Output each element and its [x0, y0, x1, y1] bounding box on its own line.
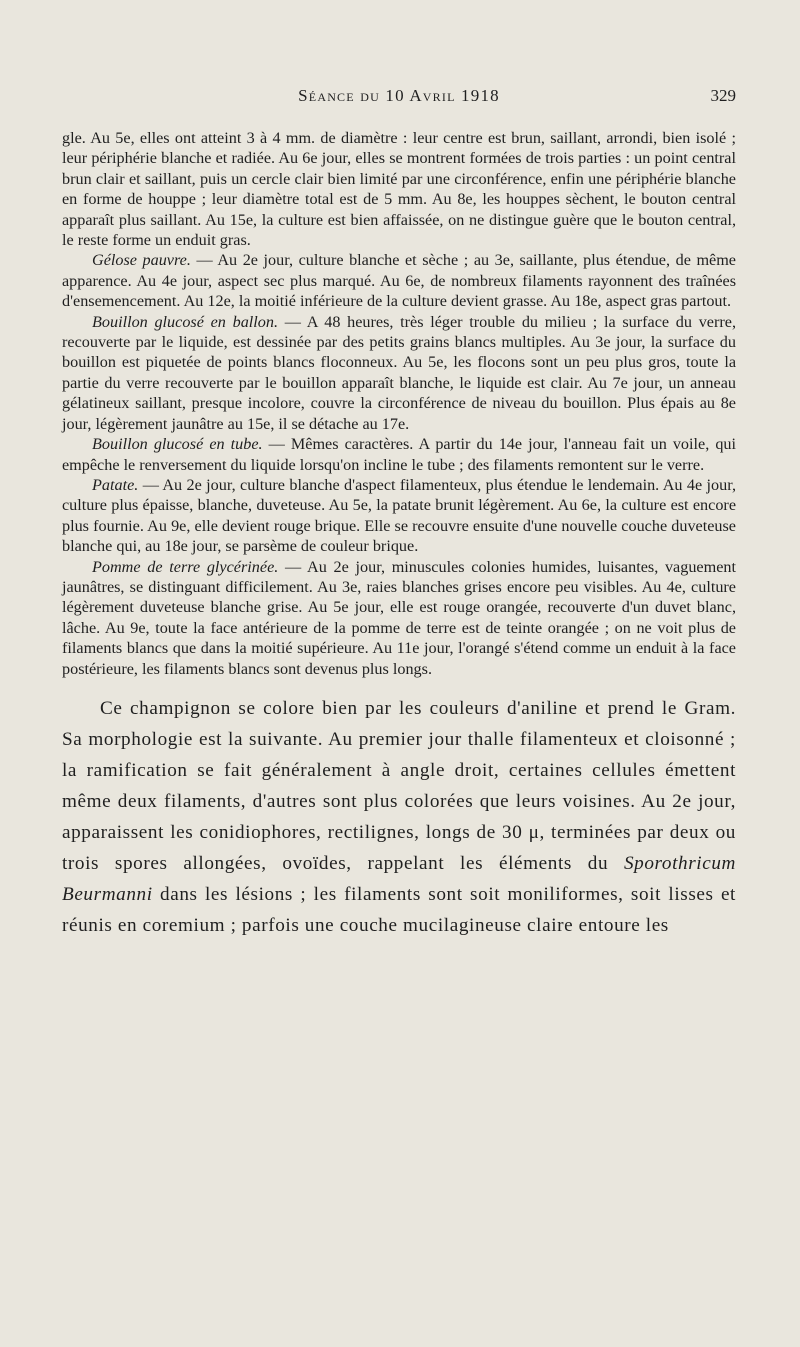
paragraph-heading: Bouillon glucosé en ballon. — [92, 312, 279, 331]
paragraph-morphology — [62, 693, 736, 941]
page-number: 329 — [710, 86, 736, 105]
paragraph-text: Ce champignon se colore bien par les couleurs d'aniline et prend le Gram. Sa morphologie est la suivante. Au premier jour thalle filamenteux et cloisonné ; la ramification se fait généralement à angle droit, certaines cellules émettent même deux filaments, d'autres sont plus colorées que leurs voisines. Au 2e jour, apparaissent les conidiophores, rectilignes, longs de 30 μ, terminées par deux ou trois spores allongées, ovoïdes, rappelant les éléments du — [62, 697, 736, 874]
paragraph-bouillon-ballon — [62, 312, 736, 434]
paragraph-bouillon-tube — [62, 434, 736, 475]
paragraph-patate — [62, 475, 736, 557]
paragraph-gelose — [62, 250, 736, 311]
paragraph-text: — Mêmes caractères. A partir du 14e jour, l'anneau fait un voile, qui empêche le renversement du liquide lorsqu'on incline le tube ; des filaments remontent sur le verre. — [62, 435, 736, 474]
paragraph-intro — [62, 128, 736, 250]
main-text-section — [62, 693, 736, 941]
paragraph-text: — Au 2e jour, culture blanche et sèche ; au 3e, saillante, plus étendue, de même apparence. Au 4e jour, aspect sec plus marqué. Au 6e, de nombreux filaments rayonnent des traînées d'ensemencement. Au 12e, la moitié inférieure de la culture devient grasse. Au 18e, aspect gras partout. — [62, 251, 736, 311]
paragraph-heading: Patate. — [92, 475, 139, 494]
paragraph-heading: Pomme de terre glycérinée. — [92, 557, 279, 576]
small-print-section — [62, 128, 736, 679]
paragraph-heading: Bouillon glucosé en tube. — [92, 435, 263, 454]
paragraph-pomme-de-terre — [62, 557, 736, 679]
species-name: Sporothricum Beurmanni — [62, 852, 736, 905]
paragraph-text: dans les lésions ; les filaments sont soit moniliformes, soit lisses et réunis en coremium ; parfois une couche mucilagineuse claire entoure les — [62, 883, 736, 936]
paragraph-text: — A 48 heures, très léger trouble du milieu ; la surface du verre, recouverte par le liquide, est dessinée par des petits grains blancs multiples. Au 3e jour, la surface du bouillon est piquetée de points blancs floconneux. Au 5e, les flocons sont un peu plus gros, toute la partie du verre recouverte par le bouillon apparaît blanche, le liquide est clair. Au 7e jour, un anneau gélatineux saillant, presque incolore, couvre la circonférence de niveau du bouillon. Plus épais au 8e jour, légèrement jaunâtre au 15e, il se détache au 17e. — [62, 312, 736, 433]
page-header — [62, 86, 736, 114]
paragraph-text: gle. Au 5e, elles ont atteint 3 à 4 mm. de diamètre : leur centre est brun, saillant, arrondi, bien isolé ; leur périphérie blanche et radiée. Au 6e jour, elles se montrent formées de trois parties : un point central brun clair et saillant, puis un cercle clair bien limité par une circonférence, enfin une périphérie blanche en forme de houppe ; leur diamètre total est de 5 mm. Au 8e, les houppes sèchent, le bouton central apparaît plus saillant. Au 15e, la culture est bien affaissée, on ne distingue guère que le bouton central, le reste forme un enduit gras. — [62, 129, 736, 250]
paragraph-text: — Au 2e jour, culture blanche d'aspect filamenteux, plus étendue le lendemain. Au 4e jour, culture plus épaisse, blanche, duveteuse. Au 5e, la patate brunit légèrement. Au 6e, la culture est encore plus fournie. Au 9e, elle devient rouge brique. Elle se recouvre ensuite d'une nouvelle couche duveteuse blanche qui, au 18e jour, se parsème de couleur brique. — [62, 475, 736, 556]
running-title: Séance du 10 Avril 1918 — [298, 86, 500, 105]
paragraph-heading: Gélose pauvre. — [92, 251, 191, 270]
paragraph-text: — Au 2e jour, minuscules colonies humides, luisantes, vaguement jaunâtres, se distinguant difficilement. Au 3e, raies blanches grises encore peu visibles. Au 4e, culture légèrement duveteuse blanche grise. Au 5e jour, elle est rouge orangée, recouverte d'un duvet blanc, lâche. Au 9e, toute la face antérieure de la pomme de terre est de teinte orangée ; on ne voit plus de filaments blancs que dans la moitié supérieure. Au 11e jour, l'orangé s'étend comme un enduit à la face postérieure, les filaments blancs sont devenus plus longs. — [62, 557, 736, 678]
